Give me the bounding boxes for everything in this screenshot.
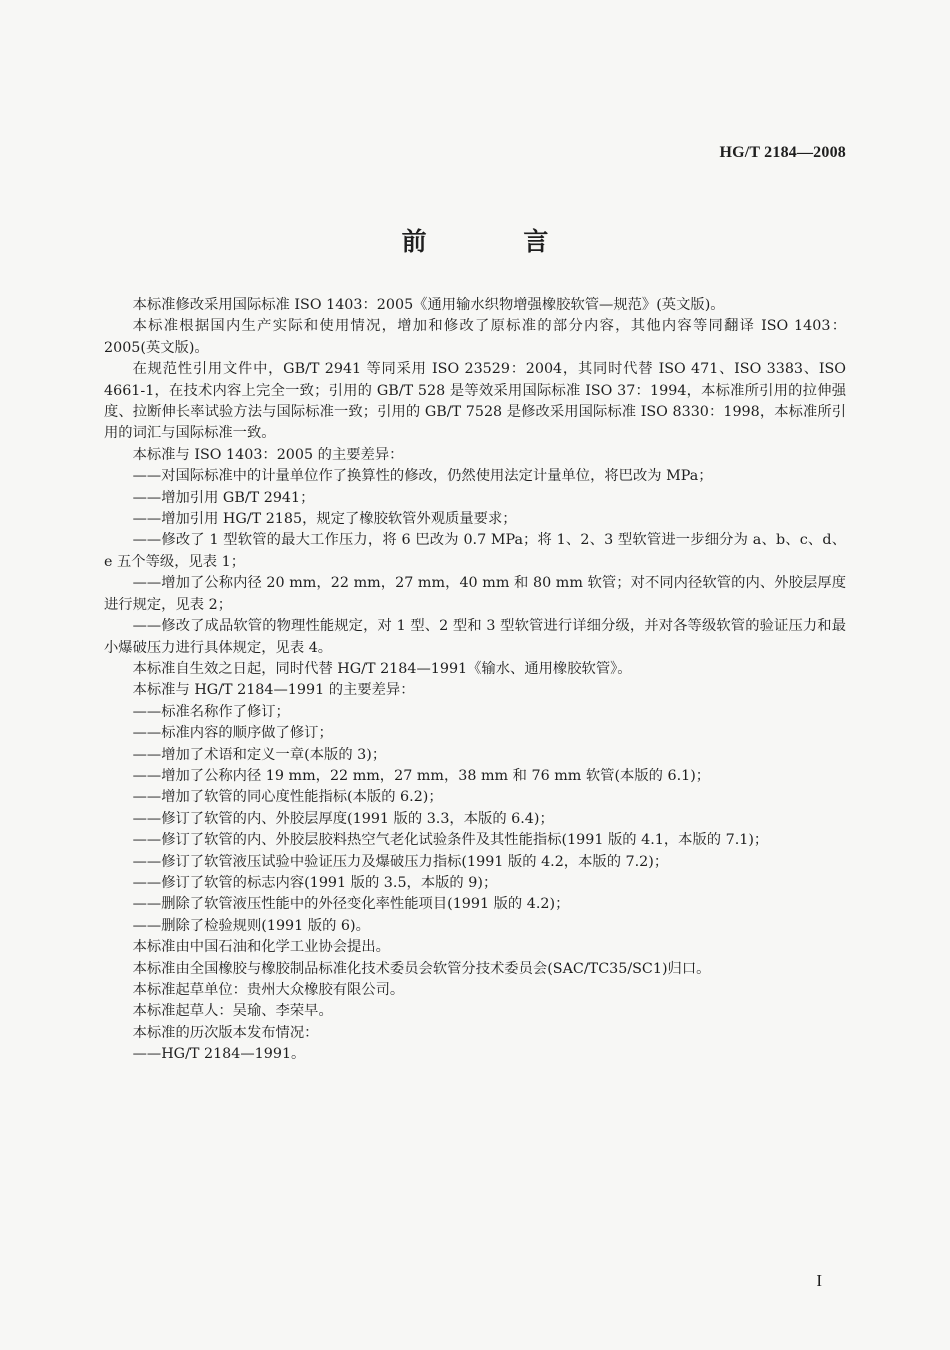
paragraph: 本标准起草人：吴瑜、李荣早。 (132, 1003, 333, 1020)
list-item: ——标准名称作了修订； (132, 703, 290, 720)
list-item: ——增加了软管的同心度性能指标(本版的 6.2)； (132, 789, 443, 806)
page-title: 前 言 (401, 227, 593, 256)
standard-code: HG/T 2184—2008 (719, 144, 846, 161)
list-item: ——删除了检验规则(1991 版的 6)。 (132, 917, 370, 934)
list-item: ——对国际标准中的计量单位作了换算性的修改，仍然使用法定计量单位，将巴改为 MPa； (132, 468, 713, 485)
list-item: ——增加了术语和定义一章(本版的 3)； (132, 746, 387, 763)
list-item: ——增加了公称内径 20 mm，22 mm，27 mm，40 mm 和 80 mm 软管；对不同内径软管的内、外胶层厚度进行规定，见表 2； (104, 575, 846, 613)
list-item: ——增加引用 HG/T 2185，规定了橡胶软管外观质量要求； (132, 511, 517, 528)
paragraph: 在规范性引用文件中，GB/T 2941 等同采用 ISO 23529：2004，其同时代替 ISO 471、ISO 3383、ISO 4661-1，在技术内容上完全一致；引用的 GB/T 528 是等效采用国际标准 ISO 37：1994，本标准所引用的拉伸强度、拉断伸长率试验方法与国际标准一致；引用的 GB/T 7528 是修改采用国际标准 ISO 8330：1998，本标准所引用的词汇与国际标准一致。 (104, 361, 846, 442)
paragraph: 本标准由全国橡胶与橡胶制品标准化技术委员会软管分技术委员会(SAC/TC35/SC1)归口。 (132, 960, 711, 977)
paragraph: 本标准与 ISO 1403：2005 的主要差异： (132, 446, 404, 463)
paragraph: 本标准起草单位：贵州大众橡胶有限公司。 (132, 982, 405, 998)
page-number: I (816, 1271, 822, 1290)
list-item: ——标准内容的顺序做了修订； (132, 725, 333, 742)
list-item: ——删除了软管液压性能中的外径变化率性能项目(1991 版的 4.2)； (132, 896, 570, 913)
paragraph: 本标准与 HG/T 2184—1991 的主要差异： (132, 682, 415, 699)
paragraph: 本标准由中国石油和化学工业协会提出。 (132, 939, 390, 956)
list-item: ——HG/T 2184—1991。 (132, 1046, 306, 1063)
list-item: ——修改了 1 型软管的最大工作压力，将 6 巴改为 0.7 MPa；将 1、2、3 型软管进一步细分为 a、b、c、d、e 五个等级，见表 1； (104, 532, 846, 570)
list-item: ——增加引用 GB/T 2941； (132, 489, 315, 506)
list-item: ——修订了软管液压试验中验证压力及爆破压力指标(1991 版的 4.2，本版的 7.2)； (132, 853, 669, 870)
list-item: ——修订了软管的内、外胶层胶料热空气老化试验条件及其性能指标(1991 版的 4.1，本版的 7.1)； (132, 832, 769, 849)
foreword-body (104, 295, 846, 1066)
list-item: ——增加了公称内径 19 mm，22 mm，27 mm，38 mm 和 76 mm 软管(本版的 6.1)； (132, 767, 711, 784)
paragraph: 本标准的历次版本发布情况： (132, 1024, 319, 1041)
list-item: ——修改了成品软管的物理性能规定，对 1 型、2 型和 3 型软管进行详细分级，并对各等级软管的验证压力和最小爆破压力进行具体规定，见表 4。 (104, 618, 846, 656)
paragraph: 本标准根据国内生产实际和使用情况，增加和修改了原标准的部分内容，其他内容等同翻译 ISO 1403：2005(英文版)。 (104, 318, 846, 356)
paragraph: 本标准修改采用国际标准 ISO 1403：2005《通用输水织物增强橡胶软管—规范》(英文版)。 (132, 297, 725, 313)
list-item: ——修订了软管的标志内容(1991 版的 3.5，本版的 9)； (132, 874, 498, 891)
paragraph: 本标准自生效之日起，同时代替 HG/T 2184—1991《输水、通用橡胶软管》。 (132, 660, 632, 677)
list-item: ——修订了软管的内、外胶层厚度(1991 版的 3.3，本版的 6.4)； (132, 810, 554, 827)
